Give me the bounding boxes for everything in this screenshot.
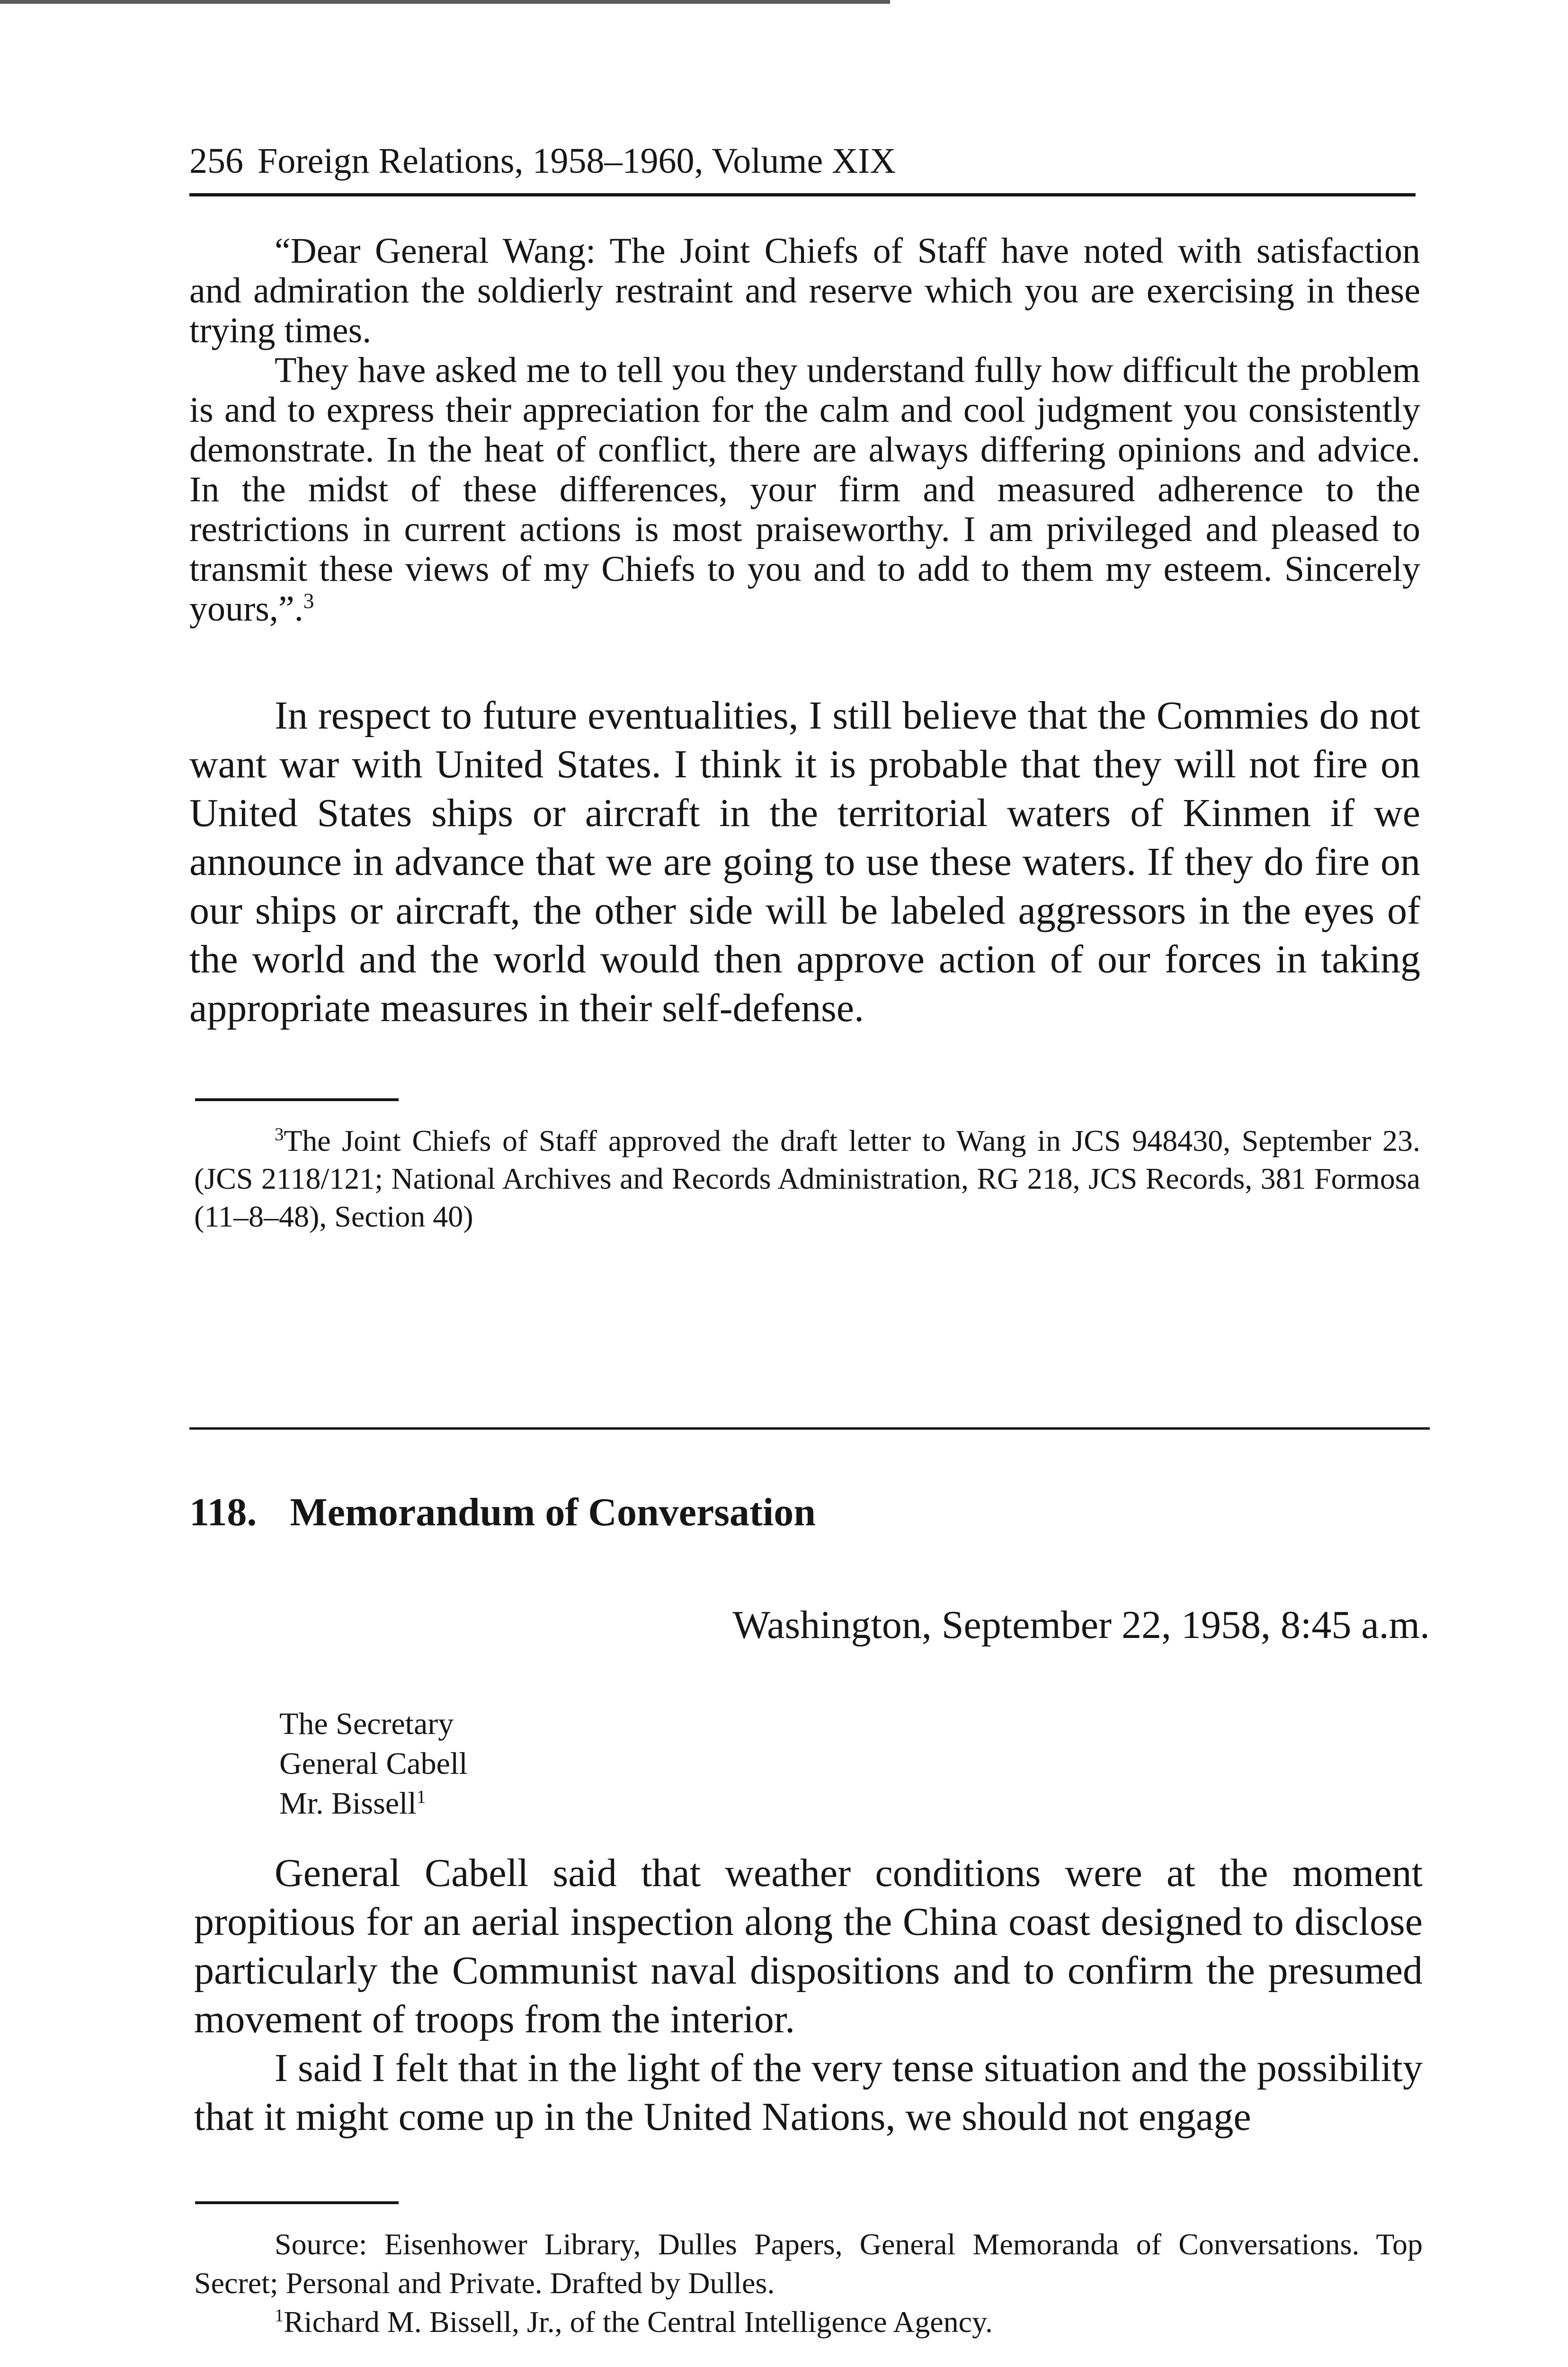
page-number: 256 <box>189 141 243 181</box>
footnote-rule <box>195 2201 399 2204</box>
memorandum-text <box>194 1849 1423 2141</box>
header-rule <box>189 193 1416 196</box>
letter-paragraph: “Dear General Wang: The Joint Chiefs of Staff have noted with satisfaction and admiration the soldierly restraint and reserve which you are exercising in these trying times. <box>189 231 1420 350</box>
source-notes <box>194 2225 1423 2341</box>
letter-paragraph <box>189 350 1420 629</box>
footnote-text: The Joint Chiefs of Staff approved the draft letter to Wang in JCS 948430, September 23. (JCS 2118/121; National Archives and Records Administration, RG 218, JCS Records, 381 Formosa (11–8–48), Section 40) <box>194 1124 1420 1233</box>
participant-name: Mr. Bissell <box>279 1786 417 1821</box>
body-paragraph: General Cabell said that weather conditions were at the moment propitious for an aerial inspection along the China coast designed to disclose particularly the Communist naval dispositions and to confirm the presumed movement of troops from the interior. <box>194 1851 1423 2041</box>
document-number: 118. <box>189 1490 257 1534</box>
scan-edge-mark <box>0 0 890 4</box>
body-paragraph: I said I felt that in the light of the very tense situation and the possibility that it might come up in the United Nations, we should not engage <box>194 2046 1423 2139</box>
footnote-reference: 1 <box>416 1786 426 1807</box>
footnote <box>194 1122 1420 1236</box>
participant <box>279 1784 468 1824</box>
footnote-rule <box>195 1098 399 1101</box>
footnote-reference: 3 <box>303 588 314 613</box>
footnote <box>194 2303 1423 2341</box>
participant: General Cabell <box>279 1746 468 1781</box>
document-separator <box>189 1427 1430 1430</box>
footnote-marker: 1 <box>275 2305 284 2326</box>
quoted-letter <box>189 231 1420 629</box>
running-head <box>189 137 1430 185</box>
document-title: Memorandum of Conversation <box>290 1490 816 1534</box>
letter-paragraph-text: They have asked me to tell you they understand fully how difficult the problem is and to express their appreciation for the calm and cool judgment you consistently demonstrate. In the heat of conflict, there are always differing opinions and advice. In the midst of these differences, your firm and measured adherence to the restrictions in current actions is most praiseworthy. I am privileged and pleased to transmit these views of my Chiefs to you and to add to them my esteem. Sincerely yours,”. <box>189 350 1420 629</box>
participants-list <box>279 1704 468 1824</box>
volume-title: Foreign Relations, 1958–1960, Volume XIX <box>258 141 896 181</box>
document-heading <box>189 1486 816 1539</box>
body-text <box>189 691 1420 1032</box>
footnote-marker: 3 <box>275 1124 284 1145</box>
source-note: Source: Eisenhower Library, Dulles Papers, General Memoranda of Conversations. Top Secret; Personal and Private. Drafted by Dulles. <box>194 2227 1423 2300</box>
participant: The Secretary <box>279 1707 454 1741</box>
body-paragraph: In respect to future eventualities, I still believe that the Commies do not want war with United States. I think it is probable that they will not fire on United States ships or aircraft in the territorial waters of Kinmen if we announce in advance that we are going to use these waters. If they do fire on our ships or aircraft, the other side will be labeled aggressors in the eyes of the world and the world would then approve action of our forces in taking appropriate measures in their self-defense. <box>189 694 1420 1030</box>
footnote-text: Richard M. Bissell, Jr., of the Central Intelligence Agency. <box>284 2305 993 2339</box>
dateline: Washington, September 22, 1958, 8:45 a.m. <box>732 1603 1430 1647</box>
